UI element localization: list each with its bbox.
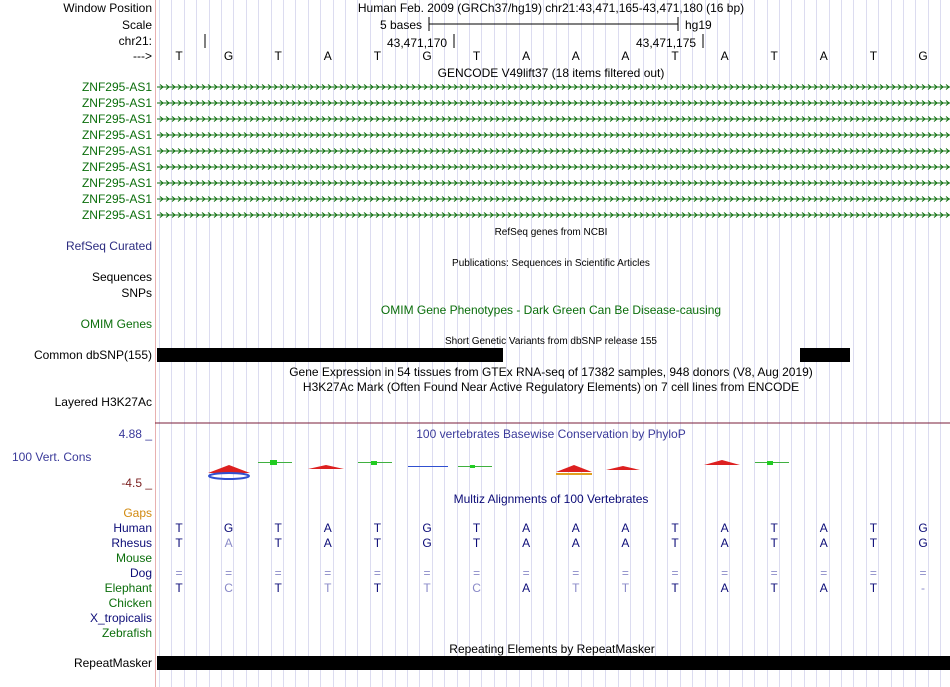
- alignment-base: -: [921, 581, 925, 595]
- phylop-max: 4.88 _: [118, 427, 152, 441]
- alignment-base: A: [819, 521, 828, 535]
- phylop-label[interactable]: 100 Vert. Cons: [12, 450, 92, 464]
- dbsnp-feature[interactable]: [157, 348, 503, 362]
- alignment-base: A: [621, 521, 630, 535]
- alignment-base: C: [224, 581, 233, 595]
- alignment-base: C: [472, 581, 481, 595]
- alignment-base: =: [373, 566, 381, 580]
- alignment-base: A: [224, 536, 233, 550]
- refseq-label[interactable]: RefSeq Curated: [65, 239, 152, 253]
- ruler-base: A: [571, 49, 580, 63]
- coord-2: 43,471,175: [636, 36, 697, 50]
- alignment-base: A: [522, 536, 531, 550]
- ruler-base: T: [869, 49, 878, 63]
- alignment-base: T: [175, 536, 183, 550]
- window-position-label: Window Position: [63, 1, 152, 15]
- species-label-elephant[interactable]: Elephant: [104, 581, 152, 595]
- ruler-base: G: [422, 49, 432, 63]
- alignment-base: T: [472, 536, 481, 550]
- sequences-label[interactable]: Sequences: [91, 270, 152, 284]
- ruler-base: T: [671, 49, 679, 63]
- db-text: hg19: [685, 18, 712, 32]
- species-label-mouse[interactable]: Mouse: [115, 551, 152, 565]
- alignment-base: T: [373, 536, 382, 550]
- alignment-base: =: [175, 566, 183, 580]
- phylop-mark: [270, 460, 277, 465]
- scale-text: 5 bases: [380, 18, 423, 32]
- phylop-mark: [209, 473, 249, 479]
- ruler-base: A: [522, 49, 531, 63]
- ruler-base: T: [373, 49, 382, 63]
- species-label-chicken[interactable]: Chicken: [108, 596, 152, 610]
- alignment-base: A: [571, 521, 580, 535]
- dbsnp-title: Short Genetic Variants from dbSNP release 155: [445, 336, 657, 347]
- scale-label: Scale: [121, 18, 152, 32]
- alignment-base: A: [819, 536, 828, 550]
- species-label-dog[interactable]: Dog: [129, 566, 152, 580]
- ruler-base: A: [720, 49, 729, 63]
- repeatmasker-label[interactable]: RepeatMasker: [73, 656, 152, 670]
- phylop-mark: [470, 465, 475, 468]
- alignment-base: =: [919, 566, 927, 580]
- alignment-base: A: [522, 521, 531, 535]
- alignment-base: T: [671, 581, 679, 595]
- alignment-base: T: [869, 536, 878, 550]
- alignment-base: G: [223, 521, 234, 535]
- alignment-base: T: [671, 536, 679, 550]
- alignment-base: =: [274, 566, 282, 580]
- dbsnp-feature[interactable]: [800, 348, 850, 362]
- alignment-base: T: [671, 521, 679, 535]
- gencode-transcript-label[interactable]: ZNF295-AS1: [81, 112, 152, 126]
- omim-label[interactable]: OMIM Genes: [80, 317, 152, 331]
- species-label-x_tropicalis[interactable]: X_tropicalis: [89, 611, 152, 625]
- repeatmasker-title: Repeating Elements by RepeatMasker: [449, 642, 655, 656]
- alignment-base: A: [323, 521, 332, 535]
- alignment-base: T: [472, 521, 481, 535]
- phylop-mark: [308, 465, 344, 469]
- gencode-transcript-label[interactable]: ZNF295-AS1: [81, 96, 152, 110]
- gtex-title: Gene Expression in 54 tissues from GTEx RNA-seq of 17382 samples, 948 donors (V8, Aug 2019): [289, 365, 813, 379]
- gaps-label: Gaps: [123, 506, 152, 520]
- phylop-mark: [371, 461, 377, 465]
- alignment-base: A: [720, 581, 729, 595]
- alignment-base: =: [225, 566, 233, 580]
- phylop-min: -4.5 _: [121, 476, 152, 490]
- alignment-base: T: [770, 581, 778, 595]
- gencode-transcript-label[interactable]: ZNF295-AS1: [81, 192, 152, 206]
- publications-title: Publications: Sequences in Scientific Articles: [452, 258, 650, 269]
- alignment-base: G: [422, 536, 432, 550]
- strand-label: --->: [133, 49, 152, 63]
- alignment-base: G: [422, 521, 432, 535]
- alignment-base: =: [423, 566, 431, 580]
- alignment-base: T: [175, 581, 183, 595]
- ruler-base: G: [918, 49, 928, 63]
- alignment-base: T: [770, 536, 778, 550]
- ruler-base: T: [770, 49, 778, 63]
- ruler-base: A: [621, 49, 630, 63]
- phylop-marks: [208, 460, 789, 479]
- alignment-base: T: [373, 521, 382, 535]
- h3k27ac-title: H3K27Ac Mark (Often Found Near Active Regulatory Elements) on 7 cell lines from ENCODE: [302, 380, 800, 394]
- ruler-base: A: [323, 49, 332, 63]
- alignment-base: T: [373, 581, 382, 595]
- alignment-base: =: [473, 566, 481, 580]
- phylop-mark: [704, 460, 740, 465]
- alignment-base: T: [274, 536, 282, 550]
- ruler-base: T: [274, 49, 282, 63]
- phylop-mark: [606, 466, 640, 470]
- alignment-base: =: [621, 566, 629, 580]
- h3k27ac-label[interactable]: Layered H3K27Ac: [54, 395, 152, 409]
- alignment-base: =: [721, 566, 729, 580]
- alignment-base: A: [720, 536, 729, 550]
- alignment-base: T: [423, 581, 431, 595]
- gencode-transcript-label[interactable]: ZNF295-AS1: [81, 144, 152, 158]
- ruler-base: A: [819, 49, 828, 63]
- multiz-title: Multiz Alignments of 100 Vertebrates: [453, 492, 649, 506]
- alignment-base: =: [572, 566, 580, 580]
- phylop-mark: [556, 473, 592, 475]
- alignment-base: T: [869, 581, 878, 595]
- alignment-base: A: [819, 581, 828, 595]
- repeatmasker-feature[interactable]: [157, 656, 950, 670]
- gencode-transcript-label[interactable]: ZNF295-AS1: [81, 128, 152, 142]
- ruler-base: T: [472, 49, 481, 63]
- alignment-base: T: [770, 521, 778, 535]
- alignment-base: =: [770, 566, 778, 580]
- omim-title: OMIM Gene Phenotypes - Dark Green Can Be Disease-causing: [380, 303, 722, 317]
- species-label-human[interactable]: Human: [113, 521, 152, 535]
- alignment-base: =: [869, 566, 877, 580]
- alignment-base: =: [671, 566, 679, 580]
- gencode-transcript-label[interactable]: ZNF295-AS1: [81, 176, 152, 190]
- alignment-base: A: [571, 536, 580, 550]
- gencode-transcript-label[interactable]: ZNF295-AS1: [81, 160, 152, 174]
- gencode-title: GENCODE V49lift37 (18 items filtered out): [437, 66, 665, 80]
- species-label-rhesus[interactable]: Rhesus: [111, 536, 152, 550]
- dbsnp-label[interactable]: Common dbSNP(155): [33, 348, 152, 362]
- phylop-mark: [767, 461, 773, 465]
- alignment-base: T: [572, 581, 580, 595]
- species-label-zebrafish[interactable]: Zebrafish: [101, 626, 152, 640]
- snps-label[interactable]: SNPs: [121, 286, 152, 300]
- ruler-base: T: [175, 49, 183, 63]
- phylop-mark: [556, 465, 592, 472]
- alignment-base: A: [323, 536, 332, 550]
- alignment-base: T: [324, 581, 332, 595]
- alignment-base: T: [869, 521, 878, 535]
- alignment-base: A: [720, 521, 729, 535]
- ruler-base: G: [223, 49, 234, 63]
- assembly-title: Human Feb. 2009 (GRCh37/hg19) chr21:43,471,165-43,471,180 (16 bp): [357, 1, 745, 15]
- alignment-base: T: [274, 581, 282, 595]
- alignment-base: G: [918, 521, 928, 535]
- gencode-transcript-label[interactable]: ZNF295-AS1: [81, 208, 152, 222]
- refseq-title: RefSeq genes from NCBI: [494, 227, 608, 238]
- alignment-base: T: [274, 521, 282, 535]
- chrom-label: chr21:: [118, 34, 152, 48]
- coord-1: 43,471,170: [387, 36, 448, 50]
- phylop-mark: [208, 465, 250, 473]
- alignment-base: =: [324, 566, 332, 580]
- phylop-mark: [408, 466, 448, 467]
- alignment-base: A: [621, 536, 630, 550]
- gencode-transcript-label[interactable]: ZNF295-AS1: [81, 80, 152, 94]
- alignment-base: G: [918, 536, 928, 550]
- phylop-title: 100 vertebrates Basewise Conservation by PhyloP: [416, 427, 686, 441]
- alignment-base: =: [522, 566, 530, 580]
- alignment-base: A: [522, 581, 531, 595]
- alignment-base: T: [621, 581, 630, 595]
- alignment-base: T: [175, 521, 183, 535]
- alignment-base: =: [820, 566, 828, 580]
